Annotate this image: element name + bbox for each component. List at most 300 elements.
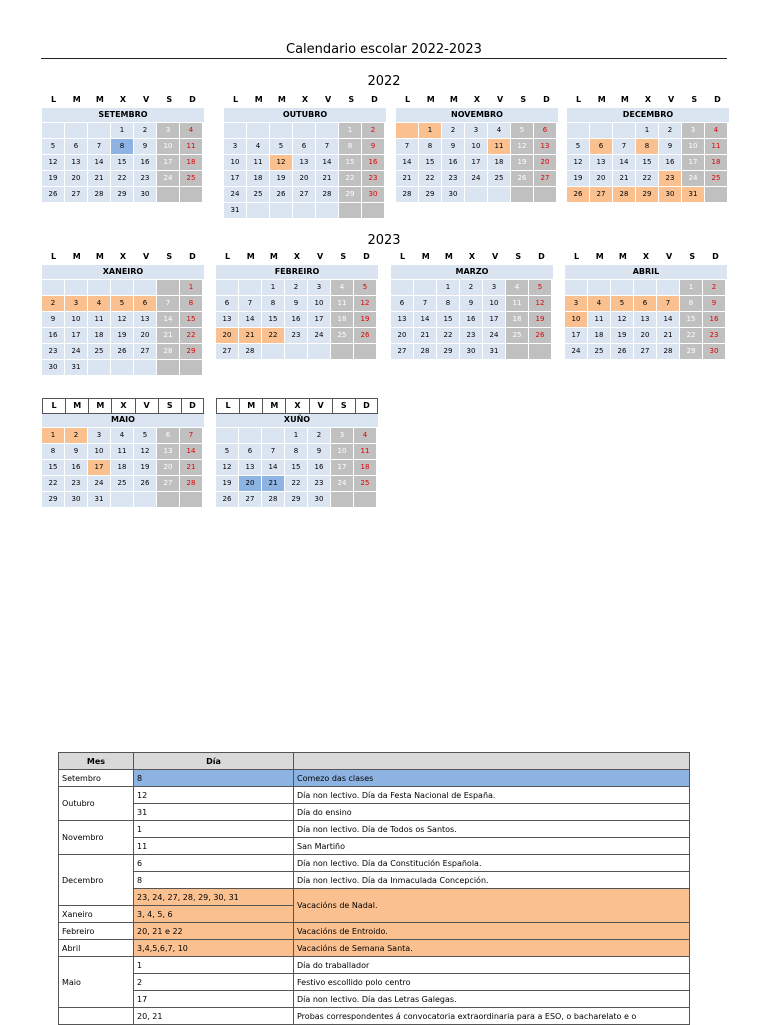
weekday-letter: D [371,95,378,104]
day-cell: 6 [65,139,87,154]
day-cell: 10 [157,139,179,154]
weekday-letter: M [95,252,104,261]
day-cell: 7 [396,139,418,154]
weekday-letter: L [576,95,582,104]
weekday-header [216,250,378,264]
empty-day-cell [308,344,330,359]
day-cell: 28 [316,187,338,202]
day-cell: 9 [134,139,156,154]
day-cell: 12 [216,460,238,475]
day-cell: 20 [216,328,238,343]
empty-day-cell [134,492,156,507]
day-cell: 12 [134,444,156,459]
legend-description: Día do traballador [294,957,690,974]
day-cell: 7 [157,296,179,311]
day-cell: 28 [613,187,635,202]
day-cell: 11 [488,139,510,154]
day-cell: 2 [308,428,330,443]
legend-day: 11 [134,838,294,855]
weekday-letter: D [543,95,550,104]
day-cell: 12 [567,155,589,170]
day-cell: 5 [42,139,64,154]
day-cell: 18 [705,155,727,170]
day-cell: 21 [657,328,679,343]
day-cell: 17 [465,155,487,170]
empty-day-cell [634,280,656,295]
empty-day-cell [111,280,133,295]
day-cell: 29 [111,187,133,202]
day-cell: 5 [111,296,133,311]
day-cell: 28 [396,187,418,202]
day-cell: 27 [65,187,87,202]
empty-day-cell [391,280,413,295]
legend-month: Outubro [59,787,134,821]
title-divider [41,58,727,59]
day-cell: 15 [111,155,133,170]
month-calendar-abril [565,250,727,359]
empty-day-cell [588,280,610,295]
day-cell: 8 [339,139,361,154]
legend-description: Vacacións de Nadal. [294,889,690,923]
empty-day-cell [42,280,64,295]
day-cell: 22 [285,476,307,491]
weekday-letter: M [72,252,81,261]
day-cell: 27 [239,492,261,507]
day-cell: 29 [180,344,202,359]
day-cell: 1 [285,428,307,443]
day-cell: 19 [611,328,633,343]
day-cell: 19 [529,312,551,327]
day-cell: 3 [157,123,179,138]
empty-day-cell [157,187,179,202]
day-cell: 19 [134,460,156,475]
day-cell: 30 [442,187,464,202]
day-cell: 25 [588,344,610,359]
day-cell: 24 [483,328,505,343]
day-cell: 12 [270,155,292,170]
day-cell: 9 [659,139,681,154]
day-cell: 8 [180,296,202,311]
day-cell: 14 [414,312,436,327]
legend-description: Día non lectivo. Día da Inmaculada Concepción. [294,872,690,889]
day-cell: 18 [488,155,510,170]
day-cell: 19 [42,171,64,186]
month-title: SETEMBRO [42,108,204,122]
day-cell: 5 [567,139,589,154]
day-cell: 4 [331,280,353,295]
day-cell: 7 [657,296,679,311]
empty-day-cell [529,344,551,359]
day-cell: 10 [224,155,246,170]
weekday-letter: V [143,95,150,104]
weekday-letter: V [135,398,158,414]
day-cell: 2 [285,280,307,295]
empty-day-cell [316,123,338,138]
day-cell: 14 [657,312,679,327]
day-cell: 6 [590,139,612,154]
day-cell: 10 [483,296,505,311]
weekday-letter: X [119,252,127,261]
day-cell: 27 [134,344,156,359]
empty-day-cell [354,344,376,359]
day-cell: 12 [529,296,551,311]
empty-day-cell [396,123,418,138]
legend-day: 1 [134,821,294,838]
day-cell: 8 [262,296,284,311]
weekday-letter: X [468,252,476,261]
day-cell: 18 [331,312,353,327]
empty-day-cell [270,203,292,218]
day-cell: 6 [134,296,156,311]
day-cell: 20 [634,328,656,343]
legend-row [59,821,690,838]
day-cell: 2 [134,123,156,138]
weekday-letter: X [473,95,481,104]
legend-day: 8 [134,872,294,889]
weekday-letter: M [239,398,262,414]
day-cell: 23 [308,476,330,491]
weekday-letter: X [293,252,301,261]
day-cell: 27 [216,344,238,359]
day-cell: 6 [634,296,656,311]
day-cell: 2 [703,280,725,295]
day-cell: 24 [308,328,330,343]
day-cell: 26 [529,328,551,343]
day-cell: 25 [331,328,353,343]
legend-month: Setembro [59,770,134,787]
legend-row [59,855,690,872]
day-cell: 24 [65,344,87,359]
weekday-letter: V [325,95,332,104]
legend-day: 12 [134,787,294,804]
day-cell: 23 [442,171,464,186]
day-cell: 6 [157,428,179,443]
day-cell: 2 [460,280,482,295]
empty-day-cell [331,492,353,507]
day-cell: 11 [506,296,528,311]
day-cell: 11 [111,444,133,459]
empty-day-cell [239,428,261,443]
legend-description: Probas correspondentes á convocatoria extraordinaria para a ESO, o bacharelato e o [294,1008,690,1025]
legend-month: Novembro [59,821,134,855]
day-cell: 3 [88,428,110,443]
day-cell: 16 [134,155,156,170]
weekday-letter: L [233,95,239,104]
weekday-header [42,398,204,412]
month-grid [391,280,553,359]
empty-day-cell [157,280,179,295]
month-grid [396,123,558,202]
day-cell: 19 [567,171,589,186]
day-cell: 16 [65,460,87,475]
day-cell: 4 [180,123,202,138]
day-cell: 27 [293,187,315,202]
weekday-letter: M [421,252,430,261]
legend-description: San Martiño [294,838,690,855]
day-cell: 31 [483,344,505,359]
day-cell: 29 [636,187,658,202]
weekday-letter: X [285,398,308,414]
weekday-letter: S [340,252,347,261]
day-cell: 22 [419,171,441,186]
day-cell: 7 [414,296,436,311]
day-cell: 10 [565,312,587,327]
month-title: XUÑO [216,413,378,427]
day-cell: 3 [331,428,353,443]
legend-row [59,957,690,974]
day-cell: 17 [88,460,110,475]
day-cell: 31 [682,187,704,202]
day-cell: 9 [362,139,384,154]
weekday-letter: S [689,252,696,261]
day-cell: 3 [483,280,505,295]
weekday-letter: V [492,252,499,261]
day-cell: 17 [65,328,87,343]
legend-row [59,1008,690,1025]
day-cell: 26 [567,187,589,202]
weekday-letter: S [515,252,522,261]
weekday-letter: D [181,398,204,414]
empty-day-cell [705,187,727,202]
weekday-letter: M [597,95,606,104]
weekday-letter: M [595,252,604,261]
month-calendar-febreiro [216,250,378,359]
day-cell: 4 [88,296,110,311]
day-cell: 13 [134,312,156,327]
legend-month: Decembro [59,855,134,906]
legend-table [58,752,690,1025]
weekday-letter: M [262,398,285,414]
day-cell: 15 [285,460,307,475]
day-cell: 22 [680,328,702,343]
day-cell: 27 [534,171,556,186]
day-cell: 30 [659,187,681,202]
empty-day-cell [331,344,353,359]
day-cell: 5 [216,444,238,459]
day-cell: 24 [88,476,110,491]
day-cell: 13 [391,312,413,327]
day-cell: 19 [270,171,292,186]
empty-day-cell [354,492,376,507]
weekday-letter: L [51,95,57,104]
weekday-letter: S [166,252,173,261]
day-cell: 17 [308,312,330,327]
empty-day-cell [506,344,528,359]
month-title: MARZO [391,265,553,279]
month-title: FEBREIRO [216,265,378,279]
weekday-letter: S [158,398,181,414]
day-cell: 11 [331,296,353,311]
day-cell: 4 [111,428,133,443]
day-cell: 24 [157,171,179,186]
day-cell: 22 [111,171,133,186]
legend-month: Maio [59,957,134,1008]
empty-day-cell [216,428,238,443]
day-cell: 1 [180,280,202,295]
weekday-letter: S [520,95,527,104]
day-cell: 25 [180,171,202,186]
day-cell: 13 [534,139,556,154]
day-cell: 15 [680,312,702,327]
day-cell: 22 [636,171,658,186]
legend-day: 1 [134,957,294,974]
empty-day-cell [262,428,284,443]
day-cell: 11 [88,312,110,327]
day-cell: 21 [88,171,110,186]
month-grid [216,428,378,507]
weekday-letter: D [189,95,196,104]
month-title: DECEMBRO [567,108,729,122]
day-cell: 30 [65,492,87,507]
weekday-letter: V [309,398,332,414]
empty-day-cell [247,203,269,218]
legend-header: Mes [59,753,134,770]
day-cell: 12 [611,312,633,327]
day-cell: 23 [362,171,384,186]
day-cell: 10 [682,139,704,154]
year-heading-2022: 2022 [367,74,401,89]
day-cell: 7 [180,428,202,443]
day-cell: 28 [239,344,261,359]
day-cell: 13 [216,312,238,327]
day-cell: 20 [65,171,87,186]
day-cell: 2 [442,123,464,138]
day-cell: 1 [42,428,64,443]
day-cell: 8 [111,139,133,154]
month-calendar-maio [42,398,204,507]
day-cell: 20 [391,328,413,343]
weekday-letter: M [246,252,255,261]
weekday-letter: M [72,95,81,104]
day-cell: 27 [590,187,612,202]
month-calendar-decembro [567,93,729,202]
day-cell: 26 [270,187,292,202]
empty-day-cell [511,187,533,202]
empty-day-cell [414,280,436,295]
weekday-letter: L [216,398,239,414]
day-cell: 21 [316,171,338,186]
empty-day-cell [565,280,587,295]
day-cell: 24 [224,187,246,202]
legend-day: 31 [134,804,294,821]
weekday-header [42,250,204,264]
day-cell: 10 [465,139,487,154]
day-cell: 20 [134,328,156,343]
day-cell: 26 [611,344,633,359]
day-cell: 15 [262,312,284,327]
month-grid [567,123,729,202]
day-cell: 30 [460,344,482,359]
day-cell: 11 [354,444,376,459]
day-cell: 26 [111,344,133,359]
day-cell: 16 [42,328,64,343]
day-cell: 15 [636,155,658,170]
empty-day-cell [65,280,87,295]
day-cell: 9 [442,139,464,154]
day-cell: 31 [224,203,246,218]
weekday-letter: L [574,252,580,261]
day-cell: 28 [157,344,179,359]
month-grid [216,280,378,359]
weekday-letter: V [497,95,504,104]
weekday-header [396,93,558,107]
weekday-letter: D [538,252,545,261]
legend-month: Xaneiro [59,906,134,923]
page-title: Calendario escolar 2022-2023 [286,42,482,57]
empty-day-cell [157,360,179,375]
month-title: MAIO [42,413,204,427]
empty-day-cell [134,280,156,295]
day-cell: 4 [705,123,727,138]
day-cell: 1 [111,123,133,138]
month-title: ABRIL [565,265,727,279]
day-cell: 19 [111,328,133,343]
weekday-letter: L [51,252,57,261]
day-cell: 13 [239,460,261,475]
legend-row [59,770,690,787]
day-cell: 5 [529,280,551,295]
day-cell: 1 [339,123,361,138]
day-cell: 4 [247,139,269,154]
legend-description: Día non lectivo. Día das Letras Galegas. [294,991,690,1008]
empty-day-cell [316,203,338,218]
weekday-letter: M [426,95,435,104]
day-cell: 14 [157,312,179,327]
day-cell: 17 [224,171,246,186]
day-cell: 23 [65,476,87,491]
day-cell: 11 [180,139,202,154]
weekday-letter: S [332,398,355,414]
empty-day-cell [88,123,110,138]
legend-day: 17 [134,991,294,1008]
empty-day-cell [285,344,307,359]
day-cell: 18 [247,171,269,186]
weekday-header [565,250,727,264]
weekday-letter: L [400,252,406,261]
legend-description: Día do ensino [294,804,690,821]
day-cell: 19 [511,155,533,170]
empty-day-cell [567,123,589,138]
empty-day-cell [590,123,612,138]
day-cell: 20 [293,171,315,186]
day-cell: 18 [588,328,610,343]
day-cell: 29 [339,187,361,202]
month-calendar-setembro [42,93,204,202]
day-cell: 27 [157,476,179,491]
legend-day: 20, 21 [134,1008,294,1025]
month-calendar-xaneiro [42,250,204,375]
day-cell: 9 [308,444,330,459]
legend-day: 2 [134,974,294,991]
day-cell: 7 [613,139,635,154]
legend-day: 6 [134,855,294,872]
weekday-letter: D [363,252,370,261]
month-calendar-xuño [216,398,378,507]
weekday-letter: M [65,398,88,414]
day-cell: 2 [362,123,384,138]
day-cell: 24 [331,476,353,491]
weekday-letter: M [95,95,104,104]
empty-day-cell [262,344,284,359]
weekday-letter: M [449,95,458,104]
legend-description: Día non lectivo. Día da Festa Nacional de España. [294,787,690,804]
day-cell: 7 [316,139,338,154]
day-cell: 5 [511,123,533,138]
day-cell: 12 [354,296,376,311]
day-cell: 18 [111,460,133,475]
legend-row [59,923,690,940]
weekday-letter: V [666,252,673,261]
